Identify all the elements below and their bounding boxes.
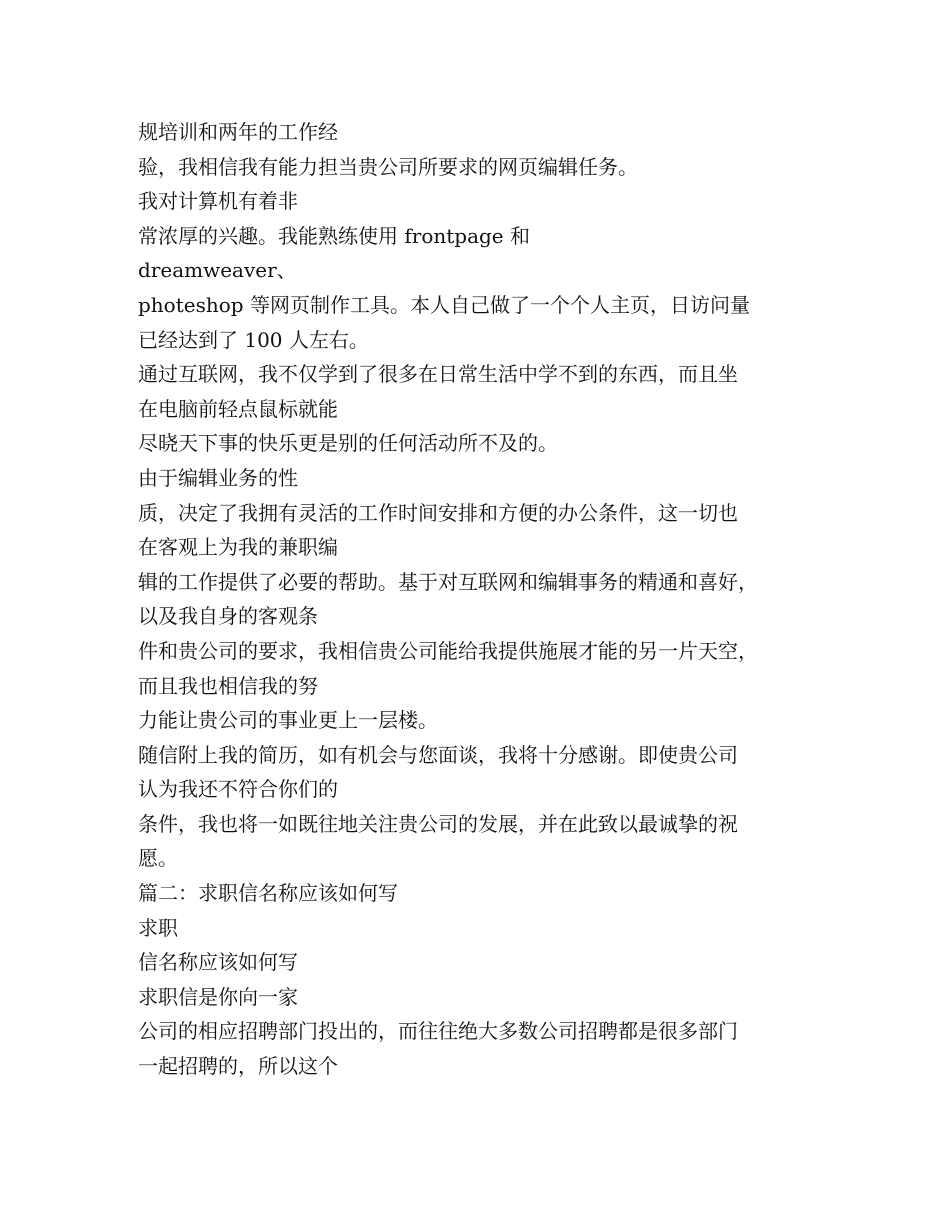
text-line: 已经达到了 100 人左右。 (138, 327, 369, 352)
text-line: 公司的相应招聘部门投出的，而往往绝大多数公司招聘都是很多部门 (138, 1019, 738, 1044)
text-line: 求职信是你向一家 (138, 984, 298, 1009)
text-line: 在客观上为我的兼职编 (138, 535, 338, 560)
text-line: 力能让贵公司的事业更上一层楼。 (138, 708, 438, 733)
text-line: 辑的工作提供了必要的帮助。基于对互联网和编辑事务的精通和喜好， (138, 569, 758, 594)
text-line: 质，决定了我拥有灵活的工作时间安排和方便的办公条件，这一切也 (138, 500, 738, 525)
text-line: 尽晓天下事的快乐更是别的任何活动所不及的。 (138, 431, 558, 456)
document-body (138, 115, 838, 1084)
text-line: photeshop 等网页制作工具。本人自己做了一个个人主页，日访问量 (138, 292, 750, 317)
text-line: 由于编辑业务的性 (138, 465, 298, 490)
text-line: 件和贵公司的要求，我相信贵公司能给我提供施展才能的另一片天空， (138, 638, 758, 663)
text-line: 而且我也相信我的努 (138, 673, 318, 698)
text-line: 求职 (138, 915, 178, 940)
text-line: 信名称应该如何写 (138, 950, 298, 975)
text-line: 规培训和两年的工作经 (138, 120, 338, 144)
text-line: dreamweaver、 (138, 258, 297, 283)
text-line: 随信附上我的简历，如有机会与您面谈，我将十分感谢。即使贵公司 (138, 742, 738, 767)
text-line: 认为我还不符合你们的 (138, 777, 338, 802)
text-line: 一起招聘的，所以这个 (138, 1054, 338, 1079)
text-line: 在电脑前轻点鼠标就能 (138, 396, 338, 421)
text-line: 我对计算机有着非 (138, 189, 298, 214)
text-line: 愿。 (138, 846, 178, 871)
text-line: 常浓厚的兴趣。我能熟练使用 frontpage 和 (138, 223, 531, 248)
text-line: 验，我相信我有能力担当贵公司所要求的网页编辑任务。 (138, 154, 638, 179)
text-line: 条件，我也将一如既往地关注贵公司的发展，并在此致以最诚挚的祝 (138, 811, 738, 836)
text-line: 以及我自身的客观条 (138, 604, 318, 629)
text-line: 通过互联网，我不仅学到了很多在日常生活中学不到的东西，而且坐 (138, 362, 738, 387)
section-heading: 篇二：求职信名称应该如何写 (138, 881, 398, 906)
